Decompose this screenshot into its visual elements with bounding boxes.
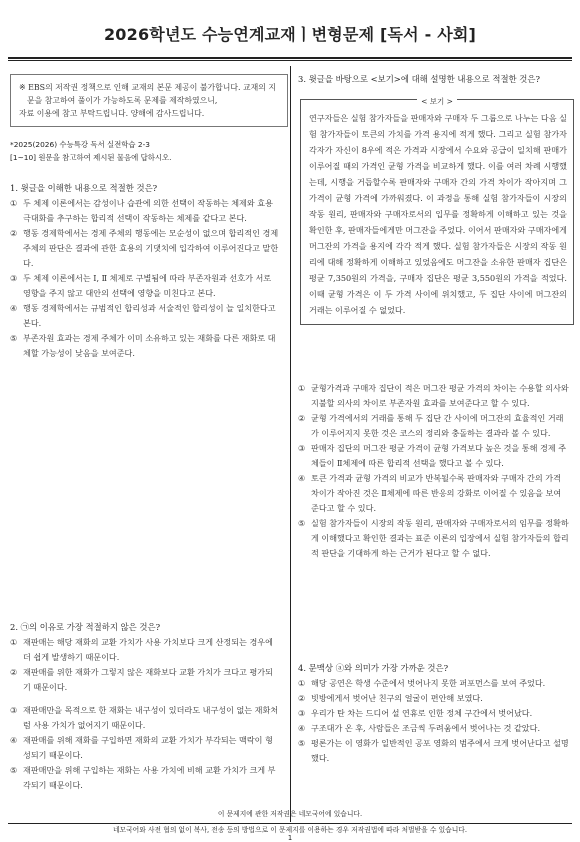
bogi-box [300, 99, 574, 325]
page-number: 1 [287, 834, 293, 842]
question-1 [10, 181, 280, 361]
question-3-stem-wrap [298, 72, 570, 87]
page-title: 2026학년도 수능연계교재ㅣ변형문제 [독서 - 사회] [103, 25, 477, 44]
q4-choice-1: ① 해당 공연은 학생 수준에서 벗어나지 못한 퍼포먼스를 보여 주었다. [298, 678, 546, 688]
column-divider [290, 66, 291, 822]
q1-choice-2: ② 행동 경제학에서는 경제 주체의 행동에는 모순성이 없으며 합리적인 경제 주체의 판단은 결과에 관한 효용의 기댓치에 입각하여 이루어진다고 말한다. [10, 228, 279, 268]
footer-warning: 네모국어와 사전 협의 없이 복사, 전송 등의 방법으로 이 문제지를 이용하는 경우 저작권법에 따라 처벌받을 수 있습니다. [112, 826, 468, 834]
q2-choice-4: ④ 재판매를 위해 재화를 구입하면 재화의 교환 가치가 부각되는 맥락이 형성되기 때문이다. [10, 735, 273, 760]
q2-choice-3: ③ 재판매만을 목적으로 한 재화는 내구성이 있더라도 내구성이 없는 재화처럼 사용 가치가 없어지기 때문이다. [10, 705, 279, 730]
q1-choice-3: ③ 두 체제 이론에서는 Ⅰ, Ⅱ 체제로 구별됨에 따라 부존자원과 선호가 서로 영향을 주지 않고 대안의 선택에 영향을 미친다고 본다. [10, 273, 272, 298]
q2-choice-5: ⑤ 재판매만을 위해 구입하는 재화는 사용 가치에 비해 교환 가치가 크게 부각되기 때문이다. [10, 765, 276, 790]
question-4 [298, 661, 570, 766]
source-line-1: *2025(2026) 수능특강 독서 실전학습 2-3 [10, 140, 150, 149]
q4-choice-2: ② 빗방에게서 벗어난 친구의 얼굴이 편안해 보였다. [298, 693, 483, 703]
question-2 [10, 620, 280, 793]
q1-choice-4: ④ 행동 경제학에서는 규범적인 합리성과 서술적인 합리성이 늘 일치한다고 본다. [10, 303, 276, 328]
q3-choice-5: ⑤ 실험 참가자들이 시장의 작동 원리, 판매자와 구매자로서의 임무를 정확하게 이해했다고 확인한 결과는 표준 이론의 입장에서 실험 참가자들의 합리적 판단을 기대하게 하는 근거가 된다고 할 수 없다. [298, 518, 569, 558]
notice-line-1: ※ EBS의 저작권 정책으로 인해 교재의 본문 제공이 불가합니다. 교재의 지문을 참고하여 풀이가 가능하도록 문제를 제작하였으니, [19, 83, 276, 105]
source-line-2: [1~10] 원문을 참고하여 제시된 물음에 답하시오. [10, 152, 172, 162]
header-rule-thin [8, 60, 572, 61]
question-2-stem: 2. ㉠의 이유로 가장 적절하지 않은 것은? [10, 622, 161, 632]
header-rule [8, 57, 572, 59]
q4-choice-5: ⑤ 평론가는 이 영화가 일반적인 공포 영화의 범주에서 크게 벗어난다고 설명했다. [298, 738, 569, 763]
q4-choice-4: ④ 구조대가 온 후, 사람들은 조금씩 두려움에서 벗어나는 것 같았다. [298, 723, 541, 733]
question-1-stem: 1. 윗글을 이해한 내용으로 적절한 것은? [10, 183, 158, 193]
q3-choice-4: ④ 토큰 가격과 균형 가격의 비교가 반복될수록 판매자와 구매자 간의 가격 차이가 작아진 것은 Ⅱ체제에 따른 반응의 강화로 이어질 수 있음을 보여 준다고 할 수 있다. [298, 473, 562, 513]
question-4-stem: 4. 문맥상 ⓐ와 의미가 가장 가까운 것은? [298, 663, 449, 673]
q3-choice-3: ③ 판매자 집단의 머그잔 평균 가격이 균형 가격보다 높은 것을 통해 경제 주체들이 Ⅱ체제에 따른 합리적 선택을 했다고 볼 수 있다. [298, 443, 567, 468]
question-3-choices [298, 381, 570, 561]
footer-copyright: 이 문제지에 관한 저작권은 네모국어에 있습니다. [217, 810, 363, 818]
q1-choice-1: ① 두 체제 이론에서는 감성이나 습관에 의한 선택이 작동하는 체제와 효용 극대화를 추구하는 합리적 선택이 작동하는 체제를 같다고 본다. [10, 198, 273, 223]
bogi-label: < 보기 > [417, 97, 457, 106]
q2-choice-1: ① 재판매는 해당 재화의 교환 가치가 사용 가치보다 크게 산정되는 경우에 더 쉽게 발생하기 때문이다. [10, 637, 273, 662]
question-3-stem: 3. 윗글을 바탕으로 <보기>에 대해 설명한 내용으로 적절한 것은? [298, 74, 540, 84]
q3-choice-1: ① 균형가격과 구매자 집단이 적은 머그잔 평균 가격의 차이는 수용할 의사와 지불할 의사의 차이로 부존자원 효과를 보여준다고 할 수 있다. [298, 383, 569, 408]
notice-line-2: 자료 이용에 참고 부탁드립니다. 양해에 감사드립니다. [19, 109, 205, 118]
q2-choice-2: ② 재판매를 위한 재화가 그렇지 않은 재화보다 교환 가치가 크다고 평가되기 때문이다. [10, 667, 273, 692]
copyright-notice-box [10, 74, 288, 127]
q1-choice-5: ⑤ 부존자원 효과는 경제 주체가 이미 소유하고 있는 재화를 다른 재화로 대체할 가능성이 낮음을 보여준다. [10, 333, 276, 358]
q3-choice-2: ② 균형 가격에서의 거래를 통해 두 집단 간 사이에 머그잔의 효율적인 거래가 이루어지지 못한 것은 코스의 정리와 충돌하는 결과라 볼 수 있다. [298, 413, 564, 438]
bogi-text: 연구자들은 실험 참가자들을 판매자와 구매자 두 그룹으로 나누는 다음 실험 참가자들이 토큰의 가치를 가격 용지에 적게 했다. 그리고 실험 참가자 각자가 자신이 8우에 적은 가격과 시장에서 수요와 공급이 일치해 판매가 이루어질 때의 가격인 균형 가격을 비교하게 했다. 이를 여러 차례 시행했는데, 시행을 거듭할수록 판매자와 구매자 간의 가격 차이가 작아지며 그 가격이 균형 가격에 가까워졌다. 이 과정을 통해 실험 참가자들이 시장의 작동 원리, 판매자와 구매자로서의 입무를 정확하게 이해하고 있는 것을 확인한 후, 판매자들에게만 머그잔을 주었다. 이어서 판매자와 구매자에게 머그잔의 가격을 용지에 각각 적게 했다. 실험 참가자들은 시장의 작동 원리에 대해 정확하게 이해하고 있었음에도 머그잔을 소유한 판매자 집단은 평균 7,350원의 가격을, 구매자 집단은 평균 3,550원의 가격을 적었다. 이때 균형 가격은 이 두 가격 사이에 위치했고, 두 집단 사이에 머그잔의 거래는 이루어질 수 없었다. [309, 113, 567, 315]
q4-choice-3: ③ 우리가 탄 차는 드디어 설 연휴로 인한 정체 구간에서 벗어났다. [298, 708, 533, 718]
source-info [10, 139, 280, 164]
